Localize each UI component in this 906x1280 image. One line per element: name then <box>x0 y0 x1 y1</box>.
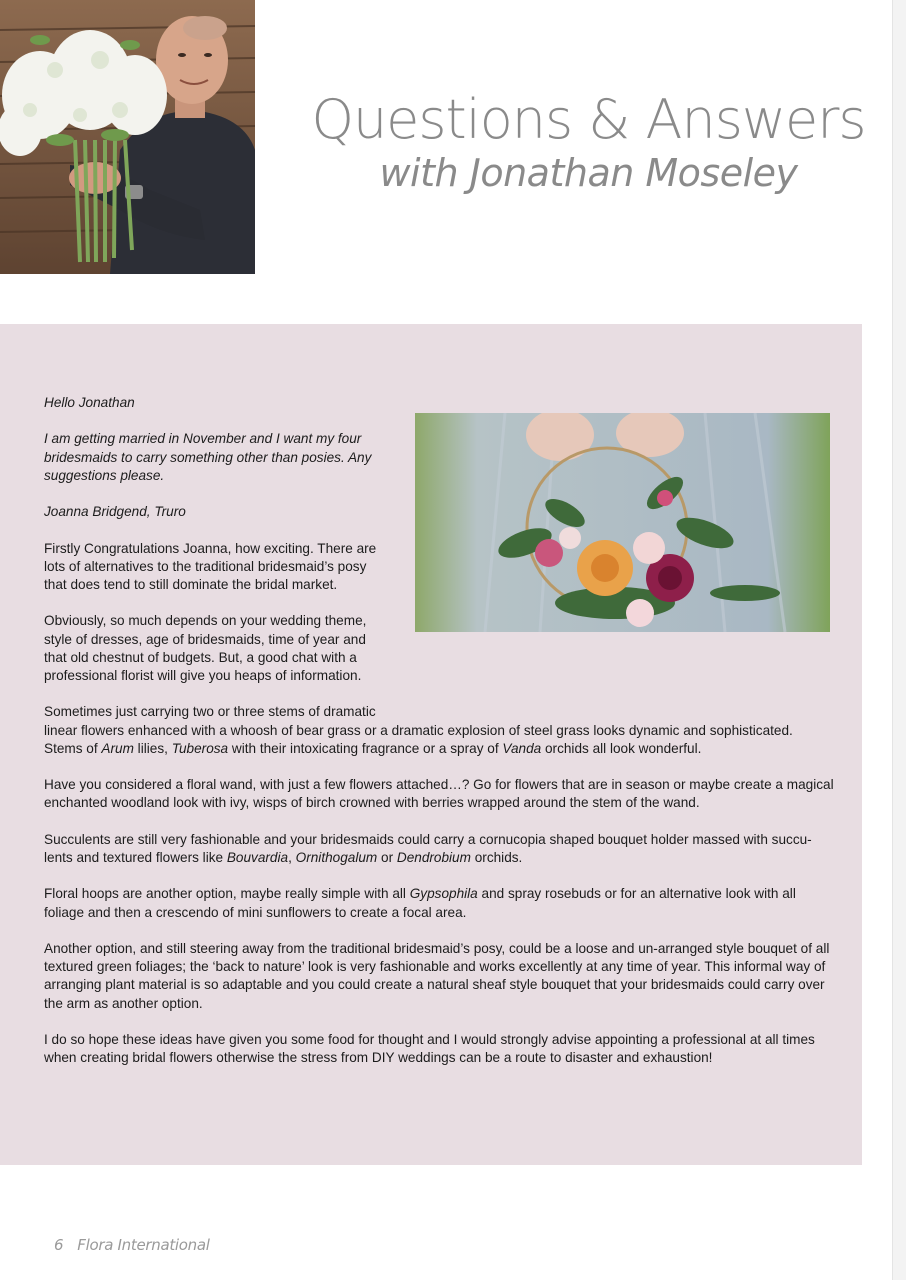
answer-paragraph-1: Firstly Congratulations Joanna, how exciting. There are lots of alternatives to the traditional bridesmaid’s posy that does tend to still dominate the bridal market. <box>44 540 377 592</box>
page-edge <box>892 0 906 1280</box>
answer-paragraph-8: I do so hope these ideas have given you some food for thought and I would strongly advise appointing a professional at all times when creating bridal flowers otherwise the stress from DIY weddings can be a route to disaster and exhaustion! <box>44 1031 815 1066</box>
portrait-photo <box>0 0 255 274</box>
answer-paragraph-3-line1: Sometimes just carrying two or three stems of dramatic <box>44 704 376 720</box>
answer-paragraph-6: Floral hoops are another option, maybe really simple with all Gypsophila and spray rosebuds or for an alternative look with all foliage and then a crescendo of mini sunflowers to create a focal area. <box>44 886 796 920</box>
answer-paragraph-2: Obviously, so much depends on your wedding theme, style of dresses, age of bridesmaids, time of year and that old chestnut of budgets. But, a good chat with a professional florist will give you heaps of information. <box>44 613 367 683</box>
publication-name: Flora International <box>77 1236 210 1254</box>
letter-question: I am getting married in November and I want my four bridesmaids to carry something other than posies. Any suggestions please. <box>44 431 372 483</box>
letter-greeting: Hello Jonathan <box>44 395 135 410</box>
article-title: Questions & Answers <box>311 88 866 151</box>
answer-paragraph-3: Sometimes just carrying two or three stems of dramatic linear flowers enhanced with a whoosh of bear grass or a dramatic explosion of steel grass looks dynamic and sophisticated. Stems of Arum lilies, Tuberosa with their intoxicating fragrance or a spray of Vanda orchids all look wonderful. <box>44 704 793 756</box>
answer-paragraph-7: Another option, and still steering away from the traditional bridesmaid’s posy, could be a loose and un-arranged style bouquet of all textured green foliages; the ‘back to nature’ look is very fashionable and works excellently at any time of year. This informal way of arranging plant material is so adaptable and you could create a natural sheaf style bouquet that your bridesmaids could carry over the arm as another option. <box>44 940 830 1011</box>
answer-paragraph-5: Succulents are still very fashionable and your bridesmaids could carry a cornucopia shaped bouquet holder massed with succu-lents and textured flowers like Bouvardia, Ornithogalum or Dendrobium orchids. <box>44 831 812 865</box>
letter-signature: Joanna Bridgend, Truro <box>44 504 186 520</box>
qa-panel <box>0 324 862 1165</box>
page-number: 6 <box>54 1236 64 1254</box>
article-heading <box>255 88 892 195</box>
qa-body-text <box>44 394 834 1086</box>
answer-paragraph-4: Have you considered a floral wand, with just a few flowers attached…? Go for flowers that are in season or maybe create a magical enchanted woodland look with ivy, wisps of birch crowned with berries wrapped around the stem of the wand. <box>44 777 834 811</box>
article-subtitle: with Jonathan Moseley <box>379 151 798 195</box>
page-footer <box>54 1236 210 1254</box>
